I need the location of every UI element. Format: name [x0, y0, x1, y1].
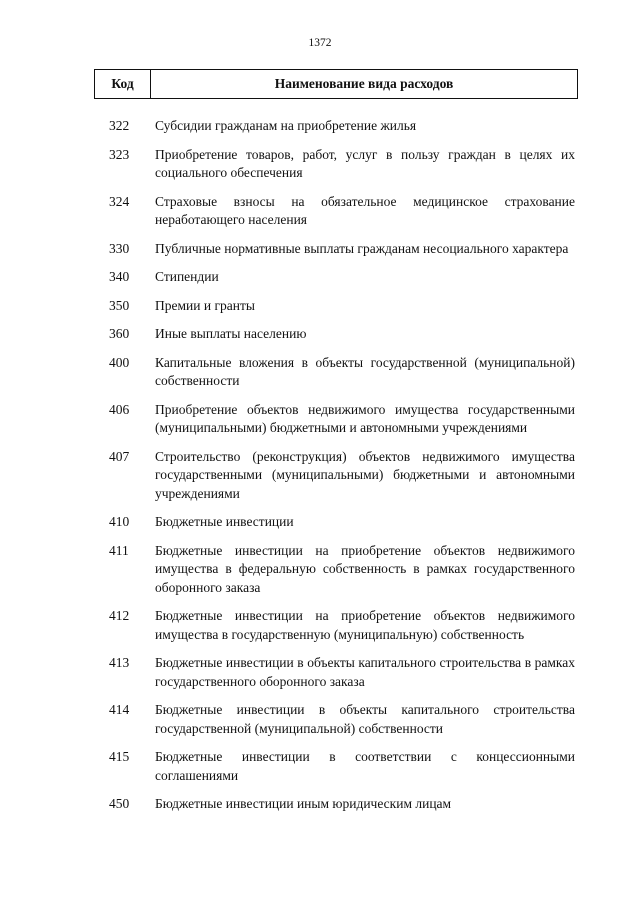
list-item	[0, 240, 640, 259]
expense-description: Премии и гранты	[155, 297, 255, 313]
header-name: Наименование вида расходов	[274, 76, 454, 91]
list-item	[0, 448, 640, 504]
list-item	[0, 146, 640, 183]
list-item	[0, 795, 640, 814]
expense-code: 411	[109, 542, 129, 558]
expense-code: 323	[109, 146, 130, 162]
expense-description: Бюджетные инвестиции иным юридическим лицам	[155, 796, 452, 811]
expense-description: Иные выплаты населению	[155, 326, 307, 341]
expense-code: 330	[109, 240, 130, 256]
expense-description: Бюджетные инвестиции в соответствии с концессионными соглашениями	[155, 749, 575, 783]
expense-code: 360	[109, 326, 130, 341]
expense-code: 400	[109, 354, 130, 370]
list-item	[0, 542, 640, 598]
expense-code: 324	[109, 193, 130, 209]
expense-description: Бюджетные инвестиции в объекты капитального строительства в рамках государственного оборонного заказа	[155, 655, 575, 689]
list-item	[0, 354, 640, 391]
expense-description: Бюджетные инвестиции на приобретение объектов недвижимого имущества в федеральную собственность в рамках государственного оборонного заказа	[155, 542, 575, 595]
list-item	[0, 654, 640, 691]
list-item	[0, 748, 640, 785]
list-item	[0, 607, 640, 644]
expense-code: 407	[109, 448, 130, 464]
list-item	[0, 268, 640, 287]
expense-code: 412	[109, 608, 130, 623]
expense-code: 410	[109, 514, 130, 529]
expense-description: Бюджетные инвестиции на приобретение объектов недвижимого имущества в государственную (муниципальную) собственность	[155, 608, 575, 642]
expense-description: Страховые взносы на обязательное медицинское страхование неработающего населения	[155, 193, 575, 227]
expense-list	[0, 117, 640, 814]
list-item	[0, 297, 640, 316]
list-item	[0, 325, 640, 344]
header-code: Код	[95, 70, 151, 98]
expense-description: Капитальные вложения в объекты государственной (муниципальной) собственности	[155, 354, 575, 388]
expense-description: Публичные нормативные выплаты гражданам несоциального характера	[155, 240, 569, 256]
list-item	[0, 117, 640, 136]
expense-code: 413	[109, 655, 130, 670]
expense-description: Бюджетные инвестиции в объекты капитального строительства государственной (муниципальной) собственности	[155, 702, 575, 736]
expense-code: 415	[109, 749, 130, 764]
expense-description: Бюджетные инвестиции	[155, 514, 294, 529]
list-item	[0, 193, 640, 230]
expense-code: 350	[109, 297, 130, 313]
expense-code: 414	[109, 702, 130, 717]
expense-description: Стипендии	[155, 269, 219, 284]
page-number: 1372	[308, 37, 332, 49]
expense-code: 406	[109, 401, 130, 417]
expense-description: Приобретение товаров, работ, услуг в пользу граждан в целях их социального обеспечения	[155, 146, 575, 180]
table-header	[94, 69, 578, 99]
expense-code: 450	[109, 796, 130, 811]
expense-description: Приобретение объектов недвижимого имущества государственными (муниципальными) бюджетными и автономными учреждениями	[155, 401, 575, 435]
expense-code: 340	[109, 269, 130, 284]
list-item	[0, 701, 640, 738]
expense-description: Субсидии гражданам на приобретение жилья	[155, 118, 417, 133]
expense-code: 322	[109, 118, 130, 133]
list-item	[0, 401, 640, 438]
list-item	[0, 513, 640, 532]
expense-description: Строительство (реконструкция) объектов недвижимого имущества государственными (муниципальными) бюджетными и автономными учреждениями	[155, 448, 575, 501]
